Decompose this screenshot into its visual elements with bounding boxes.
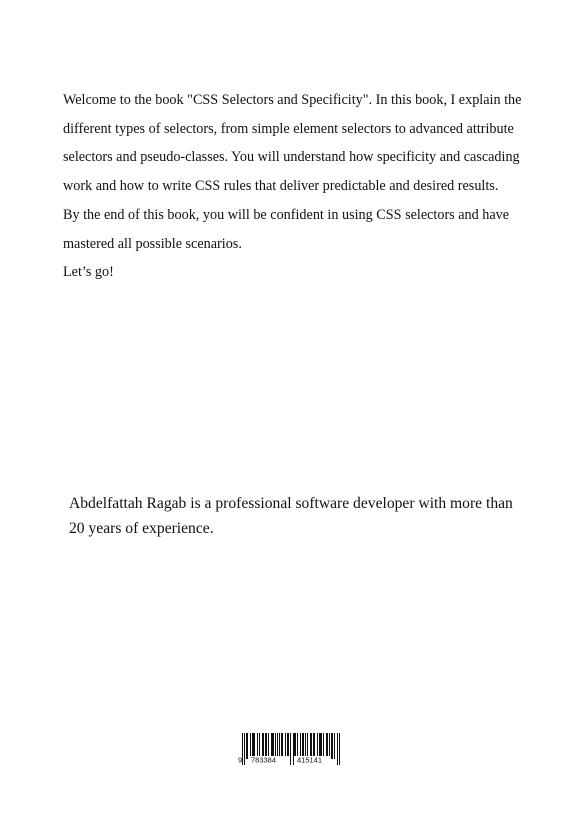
barcode-bar <box>327 733 328 759</box>
barcode-bar <box>277 733 278 759</box>
barcode-bar <box>332 733 333 759</box>
author-bio: Abdelfattah Ragab is a professional software developer with more than 20 years of experience. <box>69 495 513 537</box>
description-paragraph-3: Let’s go! <box>63 264 114 281</box>
isbn-barcode <box>236 733 340 765</box>
barcode-image <box>236 733 340 765</box>
barcode-bar <box>287 733 288 759</box>
barcode-bar <box>326 733 327 759</box>
barcode-bar <box>281 733 282 759</box>
barcode-bar <box>282 733 283 759</box>
barcode-bar <box>293 733 294 765</box>
barcode-bar <box>329 733 330 759</box>
barcode-right-digits: 415141 <box>297 755 323 765</box>
description-paragraph-2: By the end of this book, you will be confident in using CSS selectors and have mastered all possible scenarios. <box>63 206 510 252</box>
barcode-bar <box>337 733 338 765</box>
barcode-bar <box>334 733 335 759</box>
barcode-lead-digit: 9 <box>238 755 243 765</box>
barcode-left-digits: 783384 <box>251 755 277 765</box>
barcode-bar <box>295 733 296 759</box>
barcode-bar <box>285 733 286 759</box>
barcode-bar <box>279 733 280 759</box>
barcode-bar <box>288 733 289 759</box>
barcode-bar <box>331 733 332 759</box>
barcode-bar <box>246 733 247 759</box>
book-description <box>63 86 525 287</box>
description-paragraph-1: Welcome to the book "CSS Selectors and Specificity". In this book, I explain the different types of selectors, from simple element selectors to advanced attribute selectors and pseudo-classes. You will understand how specificity and cascading work and how to write CSS rules that deliver predictable and desired results. <box>63 92 522 195</box>
barcode-bar <box>244 733 245 765</box>
barcode-bar <box>294 733 295 759</box>
barcode-bar <box>290 733 291 765</box>
barcode-bar <box>339 733 340 765</box>
barcode-bar <box>247 733 248 759</box>
barcode-bar <box>323 733 324 759</box>
